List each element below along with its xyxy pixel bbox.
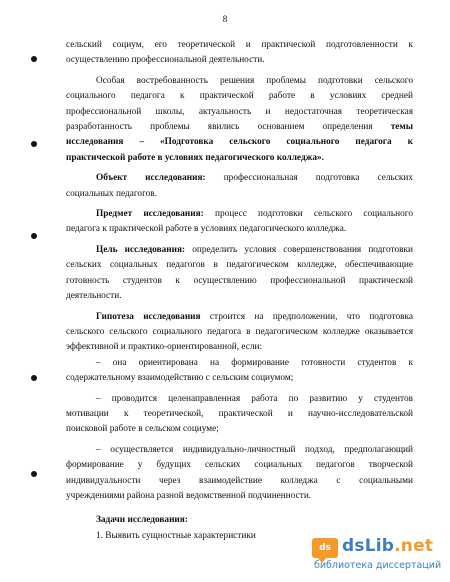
watermark-subtitle: библиотека диссертаций bbox=[314, 560, 442, 571]
text-line: формирование у будущих сельских социальных педагогов творческой bbox=[66, 460, 413, 471]
text-line: практической работе в условиях педагогического колледжа». bbox=[66, 152, 325, 163]
binding-hole-mark bbox=[31, 375, 37, 381]
document-body bbox=[66, 38, 413, 544]
text-line: социального педагога к практической работе в условиях средней bbox=[66, 91, 413, 102]
text-line: Предмет исследования: процесс подготовки сельского социального bbox=[96, 209, 413, 220]
text-line: Гипотеза исследования строится на предположении, что подготовка bbox=[96, 311, 413, 322]
text-line: Цель исследования: определить условия совершенствования подготовки bbox=[96, 244, 413, 255]
dslib-watermark bbox=[312, 536, 440, 574]
binding-hole-mark bbox=[31, 56, 37, 62]
text-line: деятельности. bbox=[66, 291, 122, 302]
text-line: содержательному взаимодействию с сельским социумом; bbox=[66, 373, 294, 384]
text-line: эффективной и практико-ориентированной, если: bbox=[66, 342, 263, 353]
text-line: сельских социальных педагогов в педагогическом колледже, обеспечивающие bbox=[66, 260, 413, 271]
text-line: 1. Выявить сущностные характеристики bbox=[96, 530, 256, 541]
text-line: мотивации к теоретической, практической и научно-исследовательской bbox=[66, 408, 413, 419]
watermark-name: dsLib.net bbox=[342, 536, 434, 556]
text-line: Объект исследования: профессиональная подготовка сельских bbox=[96, 173, 413, 184]
text-line: готовность студентов к осуществлению профессиональной практической bbox=[66, 275, 413, 286]
binding-hole-mark bbox=[31, 471, 37, 477]
dslib-logo-icon: ds bbox=[312, 538, 338, 558]
page-number: 8 bbox=[222, 14, 228, 24]
text-line: – проводится целенаправленная работа по развитию у студентов bbox=[96, 393, 413, 404]
text-line: исследования – «Подготовка сельского социального педагога к bbox=[66, 137, 413, 148]
text-line: сельского сельского социального педагога в педагогическом колледже оказывается bbox=[66, 326, 413, 337]
text-line: сельский социум, его теоретической и практической подготовленности к bbox=[66, 40, 413, 50]
text-line: социальных педагогов. bbox=[66, 188, 158, 199]
binding-hole-mark bbox=[31, 141, 37, 147]
text-line: – осуществляется индивидуально-личностный подход, предполагающий bbox=[96, 444, 413, 455]
text-line: осуществлению профессиональной деятельности. bbox=[66, 55, 265, 66]
text-line: индивидуальности через взаимодействие колледжа с социальными bbox=[66, 475, 413, 486]
text-line: разработанность проблемы явились основанием определения темы bbox=[66, 122, 413, 133]
text-line: поисковой работе в сельском социуме; bbox=[66, 424, 219, 435]
text-line: учреждениями района разной ведомственной подчиненности. bbox=[66, 490, 312, 501]
text-line: Задачи исследования: bbox=[96, 515, 188, 526]
text-line: – она ориентирована на формирование готовности студентов к bbox=[96, 357, 413, 368]
text-line: педагога к практической работе в условиях педагогического колледжа. bbox=[66, 224, 347, 235]
text-line: профессиональной школы, актуальность и недостаточная теоретическая bbox=[66, 106, 413, 117]
text-line: Особая востребованность решения проблемы подготовки сельского bbox=[96, 75, 413, 86]
binding-hole-mark bbox=[31, 233, 37, 239]
